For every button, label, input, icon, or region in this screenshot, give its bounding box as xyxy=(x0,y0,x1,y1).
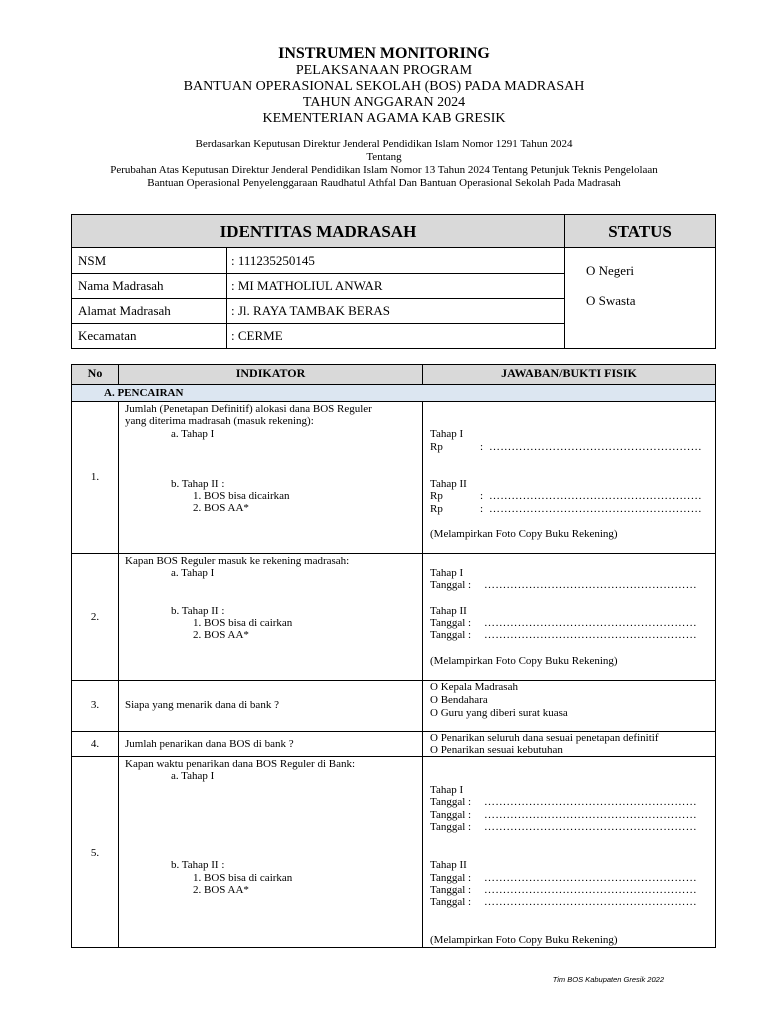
fill-in-field[interactable]: ………………………………………………… xyxy=(489,490,702,502)
fill-in-field[interactable]: ………………………………………………… xyxy=(484,796,697,808)
col-indikator-header: INDIKATOR xyxy=(235,366,306,380)
status-option-negeri[interactable]: O Negeri xyxy=(586,263,635,278)
fill-in-field[interactable]: ………………………………………………… xyxy=(484,872,697,884)
tanggal-label: Tanggal : xyxy=(430,896,472,908)
answer-label: Tahap I xyxy=(430,567,464,579)
fill-in-field[interactable]: ………………………………………………… xyxy=(484,617,697,629)
header-line: PELAKSANAAN PROGRAM xyxy=(295,63,473,78)
fill-in-field[interactable]: ………………………………………………… xyxy=(484,896,697,908)
header-line: BANTUAN OPERASIONAL SEKOLAH (BOS) PADA MADRASAH xyxy=(183,79,585,94)
answer-label: Tahap II xyxy=(430,478,467,490)
identity-label: Nama Madrasah xyxy=(78,278,164,293)
decree-line: Tentang xyxy=(366,151,402,163)
sub-item: 1. BOS bisa di cairkan xyxy=(193,617,293,629)
fill-in-field[interactable]: ………………………………………………… xyxy=(484,579,697,591)
fill-in-field[interactable]: ………………………………………………… xyxy=(489,441,702,453)
section-pencairan: A. PENCAIRAN xyxy=(104,387,184,399)
indicator-text: Kapan waktu penarikan dana BOS Reguler di Bank: xyxy=(125,758,356,770)
tahap-label: b. Tahap II : xyxy=(171,859,225,871)
tahap-label: b. Tahap II : xyxy=(171,478,225,490)
fill-in-field[interactable]: ………………………………………………… xyxy=(484,884,697,896)
tanggal-label: Tanggal : xyxy=(430,872,472,884)
colon: : xyxy=(480,441,484,453)
option-penarikan-kebutuhan[interactable]: O Penarikan sesuai kebutuhan xyxy=(430,744,563,756)
option-guru[interactable]: O Guru yang diberi surat kuasa xyxy=(430,707,568,719)
answer-label: Tahap I xyxy=(430,784,464,796)
document-title: INSTRUMEN MONITORING xyxy=(278,45,490,62)
sub-item: 1. BOS bisa di cairkan xyxy=(193,872,293,884)
identity-label: NSM xyxy=(78,253,107,268)
tanggal-label: Tanggal : xyxy=(430,796,472,808)
tanggal-label: Tanggal : xyxy=(430,809,472,821)
status-option-swasta[interactable]: O Swasta xyxy=(586,293,636,308)
row-number: 5. xyxy=(90,847,100,859)
sub-item: 2. BOS AA* xyxy=(193,629,249,641)
tanggal-label: Tanggal : xyxy=(430,579,472,591)
tanggal-label: Tanggal : xyxy=(430,821,472,833)
answer-label: Tahap II xyxy=(430,605,467,617)
fill-in-field[interactable]: ………………………………………………… xyxy=(484,629,697,641)
option-penarikan-seluruh[interactable]: O Penarikan seluruh dana sesuai penetapan definitif xyxy=(430,732,659,744)
colon: : xyxy=(480,490,484,502)
row-number: 2. xyxy=(90,611,100,623)
identity-value: : MI MATHOLIUL ANWAR xyxy=(231,278,383,293)
tahap-label: a. Tahap I xyxy=(171,567,215,579)
indicator-text: Jumlah (Penetapan Definitif) alokasi dana BOS Reguler xyxy=(125,403,372,415)
indicator-text: Jumlah penarikan dana BOS di bank ? xyxy=(125,738,294,750)
answer-label: Tahap I xyxy=(430,428,464,440)
row-number: 1. xyxy=(90,471,100,483)
tanggal-label: Tanggal : xyxy=(430,617,472,629)
header-line: TAHUN ANGGARAN 2024 xyxy=(302,95,466,110)
rp-label: Rp xyxy=(430,441,443,453)
indicator-text: Siapa yang menarik dana di bank ? xyxy=(125,699,279,711)
decree-line: Bantuan Operasional Penyelenggaraan Raudhatul Athfal Dan Bantuan Operasional Sekolah Pada Madrasah xyxy=(147,177,621,189)
header-line: KEMENTERIAN AGAMA KAB GRESIK xyxy=(262,111,506,126)
fill-in-field[interactable]: ………………………………………………… xyxy=(484,809,697,821)
decree-line: Berdasarkan Keputusan Direktur Jenderal Pendidikan Islam Nomor 1291 Tahun 2024 xyxy=(195,138,573,150)
attachment-note: (Melampirkan Foto Copy Buku Rekening) xyxy=(430,655,618,667)
sub-item: 1. BOS bisa dicairkan xyxy=(193,490,290,502)
col-jawaban-header: JAWABAN/BUKTI FISIK xyxy=(501,366,637,380)
identity-label: Alamat Madrasah xyxy=(78,303,171,318)
footer-credit: Tim BOS Kabupaten Gresik 2022 xyxy=(552,975,664,984)
attachment-note: (Melampirkan Foto Copy Buku Rekening) xyxy=(430,934,618,946)
indicator-text: yang diterima madrasah (masuk rekening): xyxy=(125,415,314,427)
tanggal-label: Tanggal : xyxy=(430,884,472,896)
decree-line: Perubahan Atas Keputusan Direktur Jenderal Pendidikan Islam Nomor 13 Tahun 2024 Tentang Petunjuk Teknis Pengelolaan xyxy=(110,164,658,176)
identity-label: Kecamatan xyxy=(78,328,137,343)
tahap-label: a. Tahap I xyxy=(171,770,215,782)
indicator-text: Kapan BOS Reguler masuk ke rekening madrasah: xyxy=(125,555,350,567)
rp-label: Rp xyxy=(430,503,443,515)
fill-in-field[interactable]: ………………………………………………… xyxy=(484,821,697,833)
tahap-label: b. Tahap II : xyxy=(171,605,225,617)
identity-value: : CERME xyxy=(231,328,283,343)
row-number: 4. xyxy=(90,738,100,750)
tanggal-label: Tanggal : xyxy=(430,629,472,641)
sub-item: 2. BOS AA* xyxy=(193,502,249,514)
answer-label: Tahap II xyxy=(430,859,467,871)
identity-heading: IDENTITAS MADRASAH xyxy=(219,222,417,241)
status-heading: STATUS xyxy=(608,222,672,241)
attachment-note: (Melampirkan Foto Copy Buku Rekening) xyxy=(430,528,618,540)
option-bendahara[interactable]: O Bendahara xyxy=(430,694,488,706)
identity-value: : Jl. RAYA TAMBAK BERAS xyxy=(231,303,390,318)
colon: : xyxy=(480,503,484,515)
sub-item: 2. BOS AA* xyxy=(193,884,249,896)
fill-in-field[interactable]: ………………………………………………… xyxy=(489,503,702,515)
row-number: 3. xyxy=(90,699,100,711)
tahap-label: a. Tahap I xyxy=(171,428,215,440)
rp-label: Rp xyxy=(430,490,443,502)
col-no-header: No xyxy=(87,366,103,380)
option-kepala-madrasah[interactable]: O Kepala Madrasah xyxy=(430,681,518,693)
identity-value: : 111235250145 xyxy=(231,253,315,268)
